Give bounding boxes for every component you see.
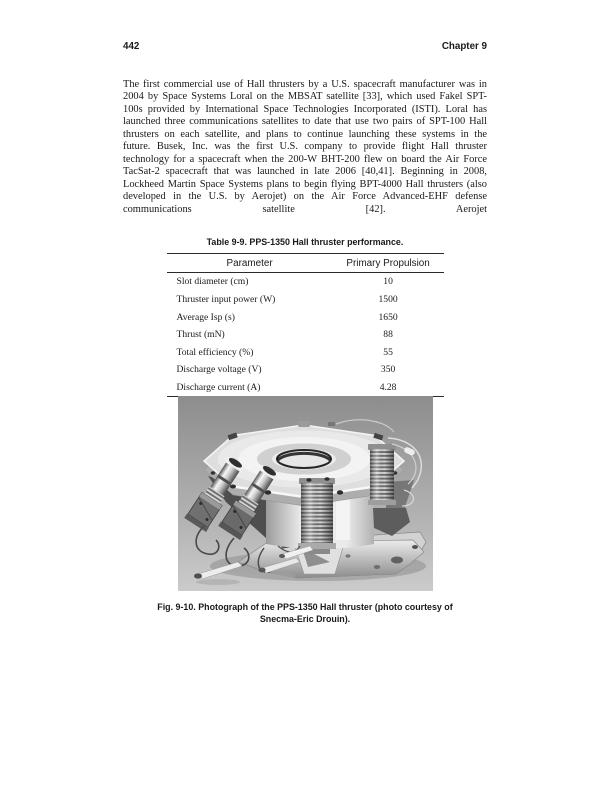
param-cell: Average Isp (s) bbox=[176, 311, 235, 323]
running-head bbox=[123, 41, 487, 52]
param-cell: Discharge voltage (V) bbox=[176, 364, 262, 376]
value-cell: 1500 bbox=[378, 293, 398, 305]
page-number: 442 bbox=[123, 41, 140, 52]
thruster-photo bbox=[178, 396, 433, 591]
param-cell: Thruster input power (W) bbox=[176, 293, 276, 305]
value-cell: 88 bbox=[383, 329, 393, 341]
table-row bbox=[167, 361, 444, 379]
table-row bbox=[167, 378, 444, 396]
table-row bbox=[167, 273, 444, 291]
value-cell: 350 bbox=[380, 364, 396, 376]
chapter-label: Chapter 9 bbox=[441, 41, 487, 52]
table-row bbox=[167, 326, 444, 344]
table-block bbox=[123, 237, 487, 397]
table-row bbox=[167, 291, 444, 309]
table-header-row bbox=[167, 254, 444, 273]
table-header-parameter: Parameter bbox=[167, 254, 333, 273]
param-cell: Thrust (mN) bbox=[176, 329, 225, 341]
table-header-primary-propulsion: Primary Propulsion bbox=[333, 254, 444, 273]
value-cell: 55 bbox=[383, 346, 393, 358]
table-title: Table 9-9. PPS-1350 Hall thruster performance. bbox=[206, 237, 404, 247]
param-cell: Slot diameter (cm) bbox=[176, 276, 249, 288]
value-cell: 10 bbox=[383, 276, 393, 288]
value-cell: 4.28 bbox=[379, 381, 397, 393]
body-paragraph: The first commercial use of Hall thrusters by a U.S. spacecraft manufacturer was in 2004 by Space Systems Loral on the MBSAT satellite [33], which used Fakel SPT-100s provided by International Space Technologies Incorporated (ISTI). Loral has launched three communications satellites to date that use two pairs of SPT-100 Hall thrusters on each satellite, and plans to continue launching these systems in the future. Busek, Inc. was the first U.S. company to provide flight Hall thruster technology for a spacecraft when the 200-W BHT-200 flew on board the Air Force TacSat-2 spacecraft that was launched in late 2006 [40,41]. Beginning in 2008, Lockheed Martin Space Systems plans to begin flying BPT-4000 Hall thrusters (also developed in the U.S. by Aerojet) on the Air Force Advanced-EHF defense communications satellite [42]. Aerojet bbox=[123, 79, 487, 215]
param-cell: Total efficiency (%) bbox=[176, 346, 254, 358]
thruster-photo-illustration bbox=[178, 396, 433, 591]
table-row bbox=[167, 308, 444, 326]
value-cell: 1650 bbox=[378, 311, 398, 323]
performance-table bbox=[167, 253, 444, 397]
figure-9-10 bbox=[123, 396, 487, 625]
table-row bbox=[167, 343, 444, 361]
param-cell: Discharge current (A) bbox=[176, 381, 261, 393]
figure-caption: Fig. 9-10. Photograph of the PPS-1350 Hall thruster (photo courtesy of Snecma-Eric Drouin). bbox=[157, 602, 453, 624]
